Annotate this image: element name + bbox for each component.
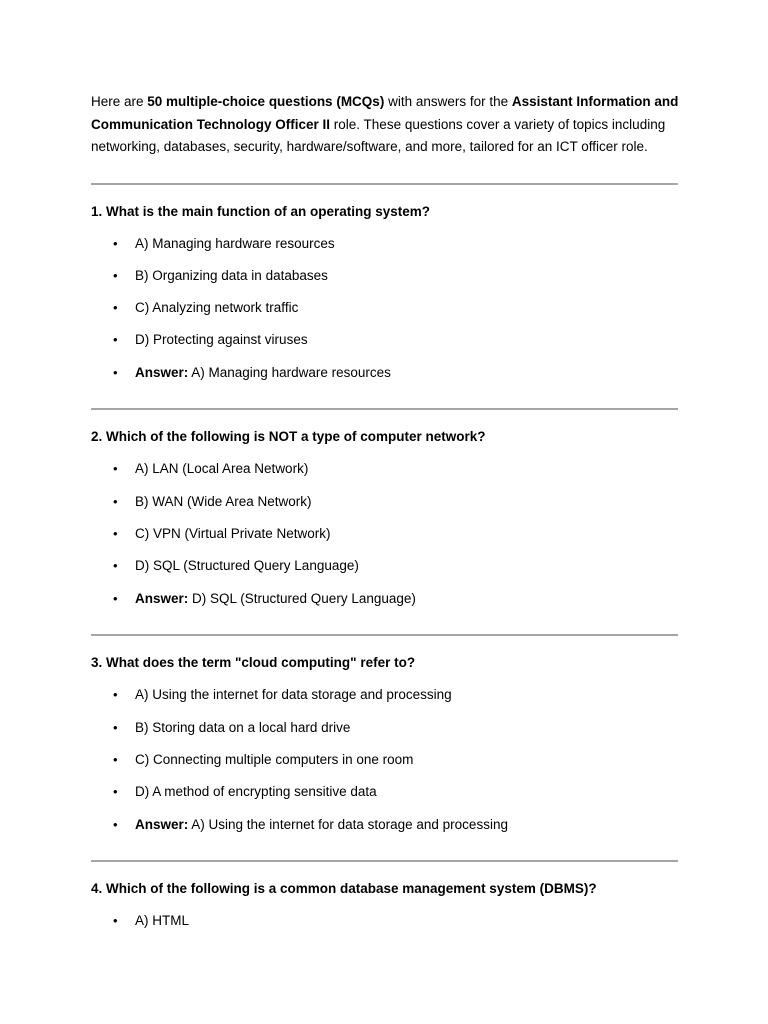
answer-label: Answer:	[135, 817, 189, 832]
question-2-title: 2. Which of the following is NOT a type of computer network?	[91, 429, 486, 444]
bullet-icon: •	[113, 591, 118, 606]
bullet-icon: •	[113, 720, 118, 735]
option-text: C) Connecting multiple computers in one room	[135, 752, 414, 767]
bullet-icon: •	[113, 526, 118, 541]
intro-bold-mcq: 50 multiple-choice questions (MCQs)	[147, 94, 385, 109]
answer-text: A) Using the internet for data storage and processing	[188, 817, 508, 832]
bullet-icon: •	[113, 494, 118, 509]
question-1-title: 1. What is the main function of an operating system?	[91, 204, 431, 219]
option-text: A) HTML	[135, 913, 189, 928]
option-text: D) Protecting against viruses	[135, 332, 308, 347]
bullet-icon: •	[113, 236, 118, 251]
intro-paragraph	[91, 91, 681, 159]
question-1-option-b	[0, 267, 768, 285]
answer-line	[135, 364, 391, 382]
intro-text-2: with answers for the	[384, 94, 512, 109]
answer-line	[135, 816, 508, 834]
bullet-icon: •	[113, 817, 118, 832]
option-text: B) Organizing data in databases	[135, 268, 328, 283]
question-1-option-d	[0, 331, 768, 349]
bullet-icon: •	[113, 365, 118, 380]
question-2-option-c	[0, 525, 768, 543]
divider	[91, 634, 678, 636]
question-1-option-c	[0, 299, 768, 317]
question-1-option-a	[0, 235, 768, 253]
question-1-answer	[0, 364, 768, 382]
bullet-icon: •	[113, 913, 118, 928]
question-4-title: 4. Which of the following is a common database management system (DBMS)?	[91, 881, 597, 896]
answer-text: A) Managing hardware resources	[188, 365, 391, 380]
option-text: C) Analyzing network traffic	[135, 300, 299, 315]
answer-label: Answer:	[135, 365, 189, 380]
question-3-title: 3. What does the term "cloud computing" refer to?	[91, 655, 416, 670]
intro-bold-role: Assistant Information and Communication Technology Officer II	[91, 94, 679, 132]
question-3-option-b	[0, 719, 768, 737]
divider	[91, 183, 678, 185]
option-text: A) Using the internet for data storage and processing	[135, 687, 452, 702]
bullet-icon: •	[113, 300, 118, 315]
option-text: A) LAN (Local Area Network)	[135, 461, 309, 476]
option-text: A) Managing hardware resources	[135, 236, 335, 251]
bullet-icon: •	[113, 784, 118, 799]
bullet-icon: •	[113, 558, 118, 573]
divider	[91, 860, 678, 862]
option-text: C) VPN (Virtual Private Network)	[135, 526, 331, 541]
question-2-option-a	[0, 460, 768, 478]
question-3-option-d	[0, 783, 768, 801]
question-4-option-a	[0, 912, 768, 930]
divider	[91, 408, 678, 410]
option-text: B) Storing data on a local hard drive	[135, 720, 351, 735]
option-text: D) SQL (Structured Query Language)	[135, 558, 359, 573]
intro-text-1: Here are	[91, 94, 148, 109]
question-3-answer	[0, 816, 768, 834]
bullet-icon: •	[113, 461, 118, 476]
bullet-icon: •	[113, 752, 118, 767]
question-3-option-c	[0, 751, 768, 769]
option-text: D) A method of encrypting sensitive data	[135, 784, 377, 799]
question-2-option-b	[0, 493, 768, 511]
intro-text-3: role. These questions cover a variety of topics including networking, databases, security, hardware/software, and more, tailored for an ICT officer role.	[91, 116, 666, 154]
bullet-icon: •	[113, 332, 118, 347]
question-2-answer	[0, 590, 768, 608]
question-2-option-d	[0, 557, 768, 575]
option-text: B) WAN (Wide Area Network)	[135, 494, 312, 509]
answer-line	[135, 590, 416, 608]
bullet-icon: •	[113, 687, 118, 702]
question-3-option-a	[0, 686, 768, 704]
answer-text: D) SQL (Structured Query Language)	[188, 591, 416, 606]
answer-label: Answer:	[135, 591, 189, 606]
bullet-icon: •	[113, 268, 118, 283]
